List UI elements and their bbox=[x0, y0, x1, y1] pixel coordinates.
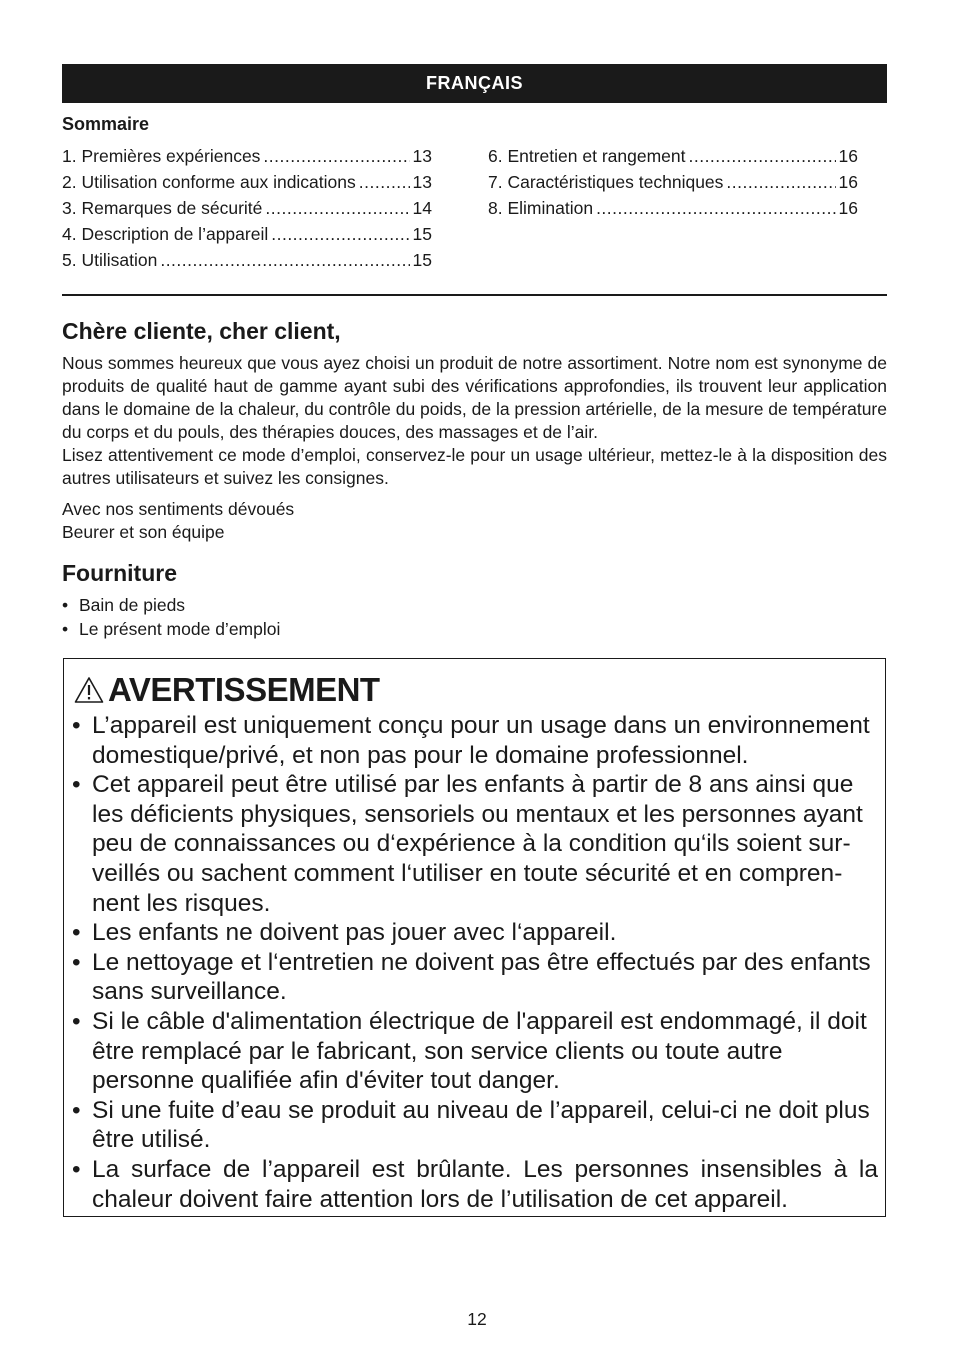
toc-entry[interactable]: 2. Utilisation conforme aux indications ..... 13 bbox=[62, 172, 432, 198]
warning-item: • La surface de l’appareil est brûlante. Les personnes insensibles à la chaleur doivent faire attention lors de l’utilisation de cet appareil. bbox=[72, 1155, 878, 1214]
warning-item: • Si le câble d'alimentation électrique de l'appareil est endommagé, il doit être remplacé par le fabricant, son service clients ou toute autre personne qualifiée afin d'éviter tout danger. bbox=[72, 1007, 878, 1096]
toc-column-right bbox=[488, 146, 858, 224]
toc-entry[interactable]: 8. Elimination ..... 16 bbox=[488, 198, 858, 224]
delivery-heading: Fourniture bbox=[62, 560, 177, 586]
intro-paragraph: Lisez attentivement ce mode d’emploi, conservez-le pour un usage ultérieur, mettez-le à la disposition des autres utilisateurs et suivez les consignes. bbox=[62, 445, 887, 488]
warning-header bbox=[74, 671, 380, 709]
warning-item: • Si une fuite d’eau se produit au niveau de l’appareil, celui-ci ne doit plus être utilisé. bbox=[72, 1096, 878, 1155]
toc-entry[interactable]: 4. Description de l’appareil ..... 15 bbox=[62, 224, 432, 250]
warning-item: • Les enfants ne doivent pas jouer avec l‘appareil. bbox=[72, 918, 878, 948]
section-divider bbox=[62, 294, 887, 296]
delivery-list bbox=[62, 594, 280, 641]
greeting-heading: Chère cliente, cher client, bbox=[62, 318, 341, 344]
language-header: FRANÇAIS bbox=[62, 64, 887, 103]
warning-item: • Le nettoyage et l‘entretien ne doivent pas être effectués par des enfants sans surveillance. bbox=[72, 948, 878, 1007]
closing-line: Avec nos sentiments dévoués bbox=[62, 499, 295, 519]
toc-entry[interactable]: 7. Caractéristiques techniques ..... 16 bbox=[488, 172, 858, 198]
warning-title: AVERTISSEMENT bbox=[108, 671, 380, 708]
closing-line: Beurer et son équipe bbox=[62, 522, 225, 542]
list-item: • Bain de pieds bbox=[62, 594, 280, 618]
intro-text bbox=[62, 352, 887, 490]
toc-entry[interactable]: 5. Utilisation ..... 15 bbox=[62, 250, 432, 276]
toc-column-left bbox=[62, 146, 432, 276]
toc-entry[interactable]: 3. Remarques de sécurité ..... 14 bbox=[62, 198, 432, 224]
page-number: 12 bbox=[467, 1309, 487, 1329]
warning-triangle-icon bbox=[74, 676, 104, 704]
toc-entry[interactable]: 6. Entretien et rangement ..... 16 bbox=[488, 146, 858, 172]
list-item: • Le présent mode d’emploi bbox=[62, 618, 280, 642]
toc-title: Sommaire bbox=[62, 114, 150, 134]
intro-paragraph: Nous sommes heureux que vous ayez choisi un produit de notre assortiment. Notre nom est synonyme de produits de qualité haut de gamme ayant subi des vérifications approfondies, ils trouvent leur application dans le domaine de la chaleur, du contrôle du poids, de la pression artérielle, de la mesure de température du corps et du pouls, des thérapies douces, des massages et de l’air. bbox=[62, 353, 887, 442]
closing bbox=[62, 498, 294, 544]
warning-item: • Cet appareil peut être utilisé par les enfants à partir de 8 ans ainsi que les déficients physiques, sensoriels ou mentaux et les personnes ayant peu de connaissances ou d‘expérience à la condition qu‘ils soient surveillés ou sachent comment l‘utiliser en toute sécurité et en comprennent les risques. bbox=[72, 770, 878, 918]
toc-entry[interactable]: 1. Premières expériences ..... 13 bbox=[62, 146, 432, 172]
warning-item: • L’appareil est uniquement conçu pour un usage dans un environnement domestique/privé, et non pas pour le domaine professionnel. bbox=[72, 711, 878, 770]
warning-list bbox=[72, 711, 878, 1214]
warning-box bbox=[63, 658, 886, 1217]
